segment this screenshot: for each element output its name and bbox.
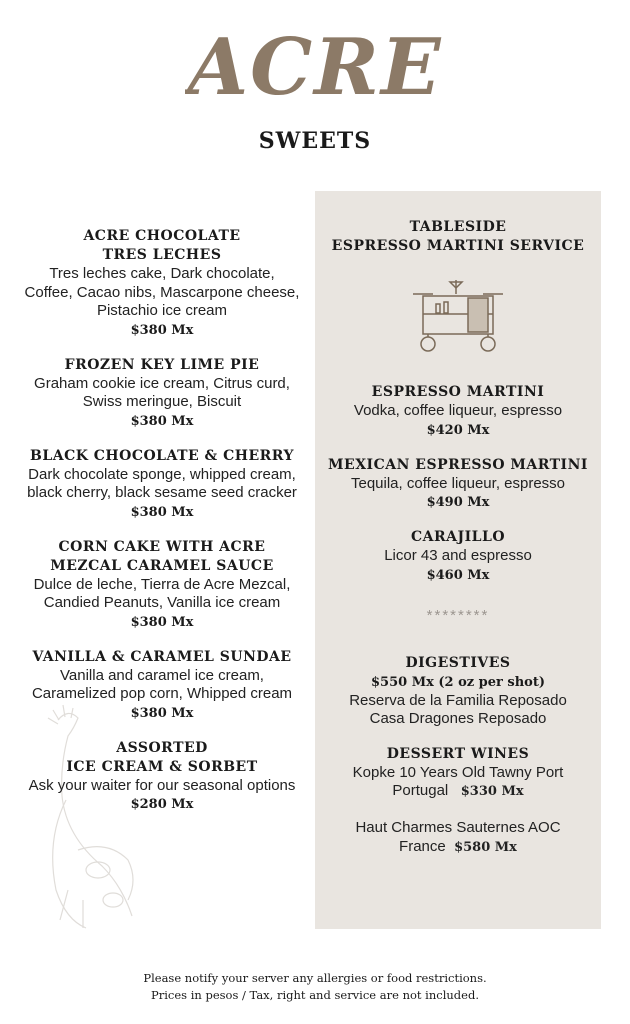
wine-origin: France bbox=[399, 837, 446, 855]
acre-logo bbox=[0, 22, 630, 117]
drink-name: CARAJILLO bbox=[410, 529, 506, 545]
allergy-note: Please notify your server any allergies or food restrictions. bbox=[143, 971, 487, 985]
drink-item bbox=[322, 528, 594, 585]
digestives-price: $550 Mx (2 oz per shot) bbox=[370, 674, 545, 690]
digestive-item: Casa Dragones Reposado bbox=[369, 710, 547, 727]
drink-name: MEXICAN ESPRESSO MARTINI bbox=[328, 456, 588, 473]
menu-item bbox=[24, 538, 300, 632]
item-name bbox=[24, 208, 300, 265]
item-description: Graham cookie ice cream, Citrus curd, Swiss meringue, Biscuit bbox=[34, 374, 290, 410]
item-price: $380 Mx bbox=[130, 413, 194, 429]
digestives-title: DIGESTIVES bbox=[405, 654, 511, 671]
drink-name: ESPRESSO MARTINI bbox=[371, 384, 545, 400]
item-description: Tres leches cake, Dark chocolate, Coffee, Cacao nibs, Mascarpone cheese, Pistachio ice cream bbox=[24, 265, 300, 319]
drink-price: $420 Mx bbox=[426, 422, 490, 438]
wine-price: $580 Mx bbox=[454, 839, 517, 855]
item-name: FROZEN KEY LIME PIE bbox=[64, 356, 260, 373]
drink-price: $490 Mx bbox=[426, 495, 490, 510]
drink-description: Vodka, coffee liqueur, espresso bbox=[353, 402, 563, 419]
item-price: $380 Mx bbox=[130, 504, 194, 520]
logo-text: ACRE bbox=[187, 22, 443, 112]
item-description: Dulce de leche, Tierra de Acre Mezcal, Candied Peanuts, Vanilla ice cream bbox=[33, 575, 291, 611]
item-name: ASSORTED ICE CREAM & SORBET bbox=[66, 739, 258, 775]
item-price: $380 Mx bbox=[130, 322, 194, 338]
item-description: Dark chocolate sponge, whipped cream, black cherry, black sesame seed cracker bbox=[27, 465, 297, 501]
sweets-list bbox=[24, 208, 300, 830]
item-description: Ask your waiter for our seasonal options bbox=[28, 776, 296, 794]
dessert-wines-title: DESSERT WINES bbox=[386, 745, 530, 762]
item-name: VANILLA & CARAMEL SUNDAE bbox=[32, 648, 292, 665]
item-price: $380 Mx bbox=[130, 705, 194, 721]
item-price: $380 Mx bbox=[130, 614, 194, 630]
drink-item bbox=[322, 456, 594, 513]
drinks-list bbox=[322, 218, 594, 873]
wine-name: Haut Charmes Sauternes AOC bbox=[355, 819, 561, 836]
item-name: BLACK CHOCOLATE & CHERRY bbox=[30, 447, 294, 464]
menu-item bbox=[24, 356, 300, 431]
item-description: Vanilla and caramel ice cream, Caramelized pop corn, Whipped cream bbox=[31, 666, 293, 702]
wine-origin: Portugal bbox=[392, 782, 449, 799]
page-title: SWEETS bbox=[258, 128, 372, 154]
logo-wordmark bbox=[185, 22, 445, 112]
section-divider: ******** bbox=[426, 606, 490, 624]
price-note: Prices in pesos / Tax, right and service are not included. bbox=[151, 988, 479, 1002]
footer-note bbox=[0, 970, 630, 1004]
menu-item bbox=[24, 208, 300, 340]
dessert-wines-section bbox=[322, 745, 594, 857]
digestive-item: Reserva de la Familia Reposado bbox=[349, 691, 567, 709]
drink-description: Tequila, coffee liqueur, espresso bbox=[350, 474, 566, 492]
drink-item bbox=[322, 383, 594, 440]
digestives-section bbox=[322, 654, 594, 729]
service-title: TABLESIDE ESPRESSO MARTINI SERVICE bbox=[331, 219, 585, 254]
item-name-text: ACRE CHOCOLATE TRES LECHES bbox=[83, 228, 241, 263]
drink-description: Licor 43 and espresso bbox=[384, 547, 532, 564]
menu-item bbox=[24, 447, 300, 522]
wine-name: Kopke 10 Years Old Tawny Port bbox=[352, 763, 564, 781]
menu-item bbox=[24, 739, 300, 815]
wine-origin-line bbox=[322, 838, 594, 857]
item-name: CORN CAKE WITH ACRE MEZCAL CARAMEL SAUCE bbox=[50, 538, 274, 574]
bar-cart-icon bbox=[408, 276, 508, 356]
wine-origin-line bbox=[322, 782, 594, 801]
menu-item bbox=[24, 648, 300, 723]
wine-price: $330 Mx bbox=[460, 784, 524, 799]
item-price: $280 Mx bbox=[130, 797, 194, 812]
drink-price: $460 Mx bbox=[426, 567, 490, 583]
